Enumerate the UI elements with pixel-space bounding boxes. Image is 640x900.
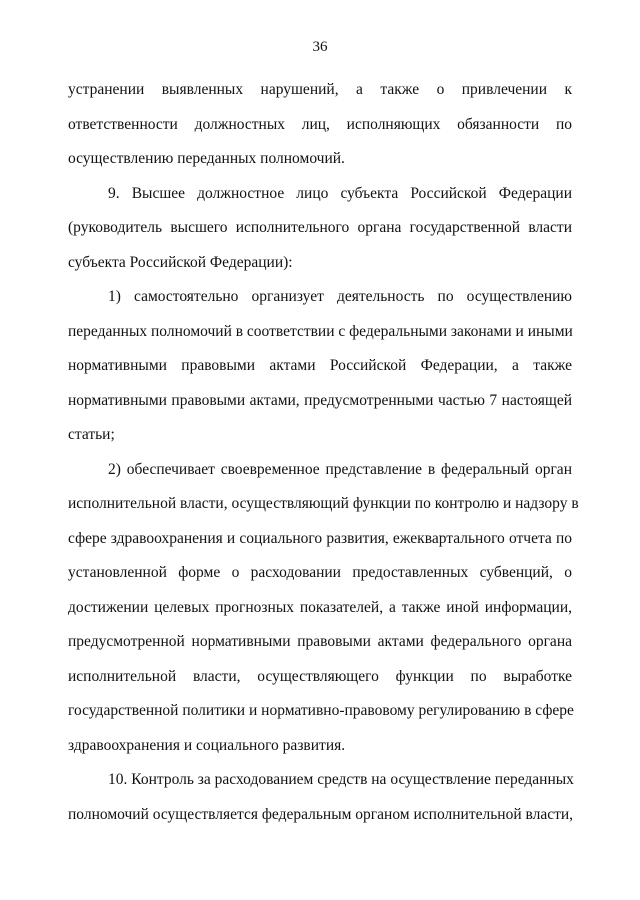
text-line: 2) обеспечивает своевременное представление в федеральный орган: [108, 460, 572, 478]
text-line: нормативными правовыми актами Российской Федерации, а также: [68, 357, 572, 374]
text-line: статьи;: [68, 426, 115, 443]
page-number: 36: [312, 39, 328, 55]
text-line: 10. Контроль за расходованием средств на осуществление переданных: [108, 771, 574, 788]
text-line: полномочий осуществляется федеральным органом исполнительной власти,: [68, 805, 574, 823]
text-line: сфере здравоохранения и социального развития, ежеквартального отчета по: [68, 529, 572, 547]
paragraph-subitem-2: [68, 460, 579, 771]
text-line: субъекта Российской Федерации):: [68, 253, 293, 271]
document-body: [68, 80, 579, 839]
text-line: осуществлению переданных полномочий.: [68, 150, 345, 167]
text-line: государственной политики и нормативно-правовому регулированию в сфере: [68, 702, 574, 719]
paragraph-continuation: [68, 80, 572, 184]
text-line: (руководитель высшего исполнительного органа государственной власти: [68, 219, 572, 236]
text-line: переданных полномочий в соответствии с федеральными законами и иными: [68, 322, 573, 340]
text-line: нормативными правовыми актами, предусмотренными частью 7 настоящей: [68, 391, 572, 409]
text-line: здравоохранения и социального развития.: [68, 736, 346, 754]
text-line: 9. Высшее должностное лицо субъекта Российской Федерации: [108, 184, 572, 202]
paragraph-item-9: [68, 184, 572, 288]
text-line: устранении выявленных нарушений, а также о привлечении к: [68, 81, 572, 98]
text-line: достижении целевых прогнозных показателей, а также иной информации,: [68, 598, 572, 616]
text-line: предусмотренной нормативными правовыми актами федерального органа: [68, 633, 572, 650]
paragraph-item-10: [68, 770, 572, 839]
text-line: 1) самостоятельно организует деятельность по осуществлению: [108, 288, 572, 305]
paragraph-subitem-1: [68, 287, 572, 460]
text-line: исполнительной власти, осуществляющего функции по выработке: [68, 667, 572, 685]
text-line: исполнительной власти, осуществляющий функции по контролю и надзору в: [68, 495, 579, 512]
text-line: ответственности должностных лиц, исполняющих обязанности по: [68, 115, 572, 133]
text-line: установленной форме о расходовании предоставленных субвенций, о: [68, 564, 572, 581]
